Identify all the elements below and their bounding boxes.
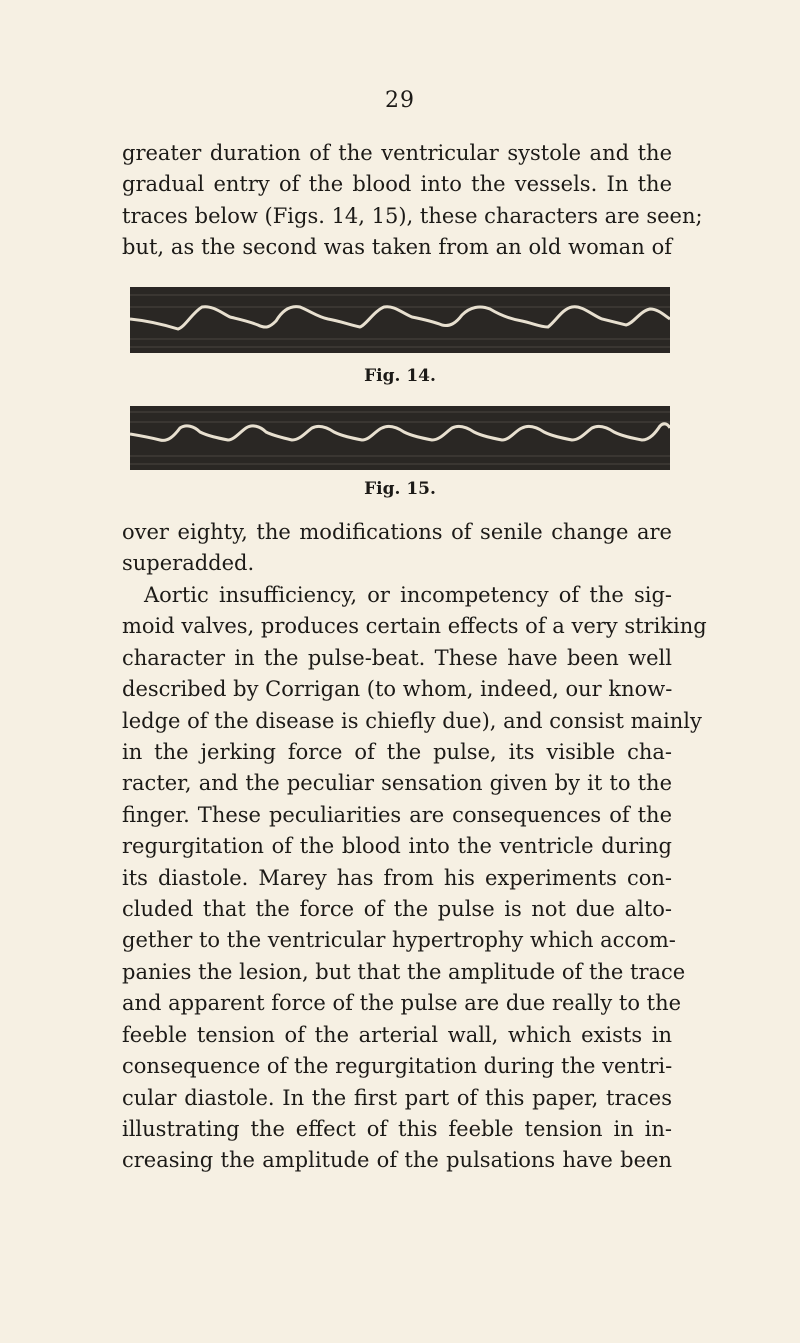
paragraph-3 xyxy=(122,580,707,1177)
text-line: its diastole. Marey has from his experiments con- xyxy=(122,865,672,890)
text-line: described by Corrigan (to whom, indeed, our know- xyxy=(122,677,673,702)
pulse-trace-image xyxy=(130,406,670,470)
text-line: illustrating the effect of this feeble tension in in- xyxy=(122,1116,672,1141)
figure-14-pulse-trace xyxy=(130,287,670,353)
text-line: superadded. xyxy=(122,551,255,576)
paragraph-2 xyxy=(122,517,672,580)
text-line: and apparent force of the pulse are due really to the xyxy=(122,991,682,1016)
text-line: regurgitation of the blood into the ventricle during xyxy=(122,834,672,859)
text-line: character in the pulse-beat. These have been well xyxy=(122,645,672,670)
text-line: over eighty, the modifications of senile change are xyxy=(122,520,672,544)
text-line: Aortic insufficiency, or incompetency of the sig- xyxy=(144,583,672,607)
text-line: ledge of the disease is chiefly due), and consist mainly xyxy=(122,708,702,733)
text-line: creasing the amplitude of the pulsations have been xyxy=(122,1148,672,1173)
text-line: gradual entry of the blood into the vessels. In the xyxy=(122,172,672,197)
paragraph-1 xyxy=(122,138,703,264)
text-line: cular diastole. In the first part of this paper, traces xyxy=(122,1085,672,1110)
text-line: traces below (Figs. 14, 15), these characters are seen; xyxy=(122,203,703,228)
text-line: consequence of the regurgitation during the ventri- xyxy=(122,1054,673,1079)
pulse-trace-image xyxy=(130,287,670,353)
figure-15-caption: Fig. 15. xyxy=(364,479,436,499)
text-line: racter, and the peculiar sensation given by it to the xyxy=(122,771,672,796)
text-line: moid valves, produces certain effects of a very striking xyxy=(122,614,707,639)
text-line: cluded that the force of the pulse is not due alto- xyxy=(122,897,672,922)
text-line: gether to the ventricular hypertrophy which accom- xyxy=(122,928,676,953)
figure-14-caption: Fig. 14. xyxy=(364,366,436,386)
text-line: panies the lesion, but that the amplitude of the trace xyxy=(122,959,686,984)
text-line: finger. These peculiarities are consequences of the xyxy=(122,802,672,827)
text-line: feeble tension of the arterial wall, which exists in xyxy=(122,1022,672,1047)
text-line: in the jerking force of the pulse, its visible cha- xyxy=(122,740,672,765)
page-number: 29 xyxy=(385,88,415,113)
figure-15-pulse-trace xyxy=(130,406,670,470)
text-line: but, as the second was taken from an old woman of xyxy=(122,235,672,260)
text-line: greater duration of the ventricular systole and the xyxy=(122,141,672,165)
